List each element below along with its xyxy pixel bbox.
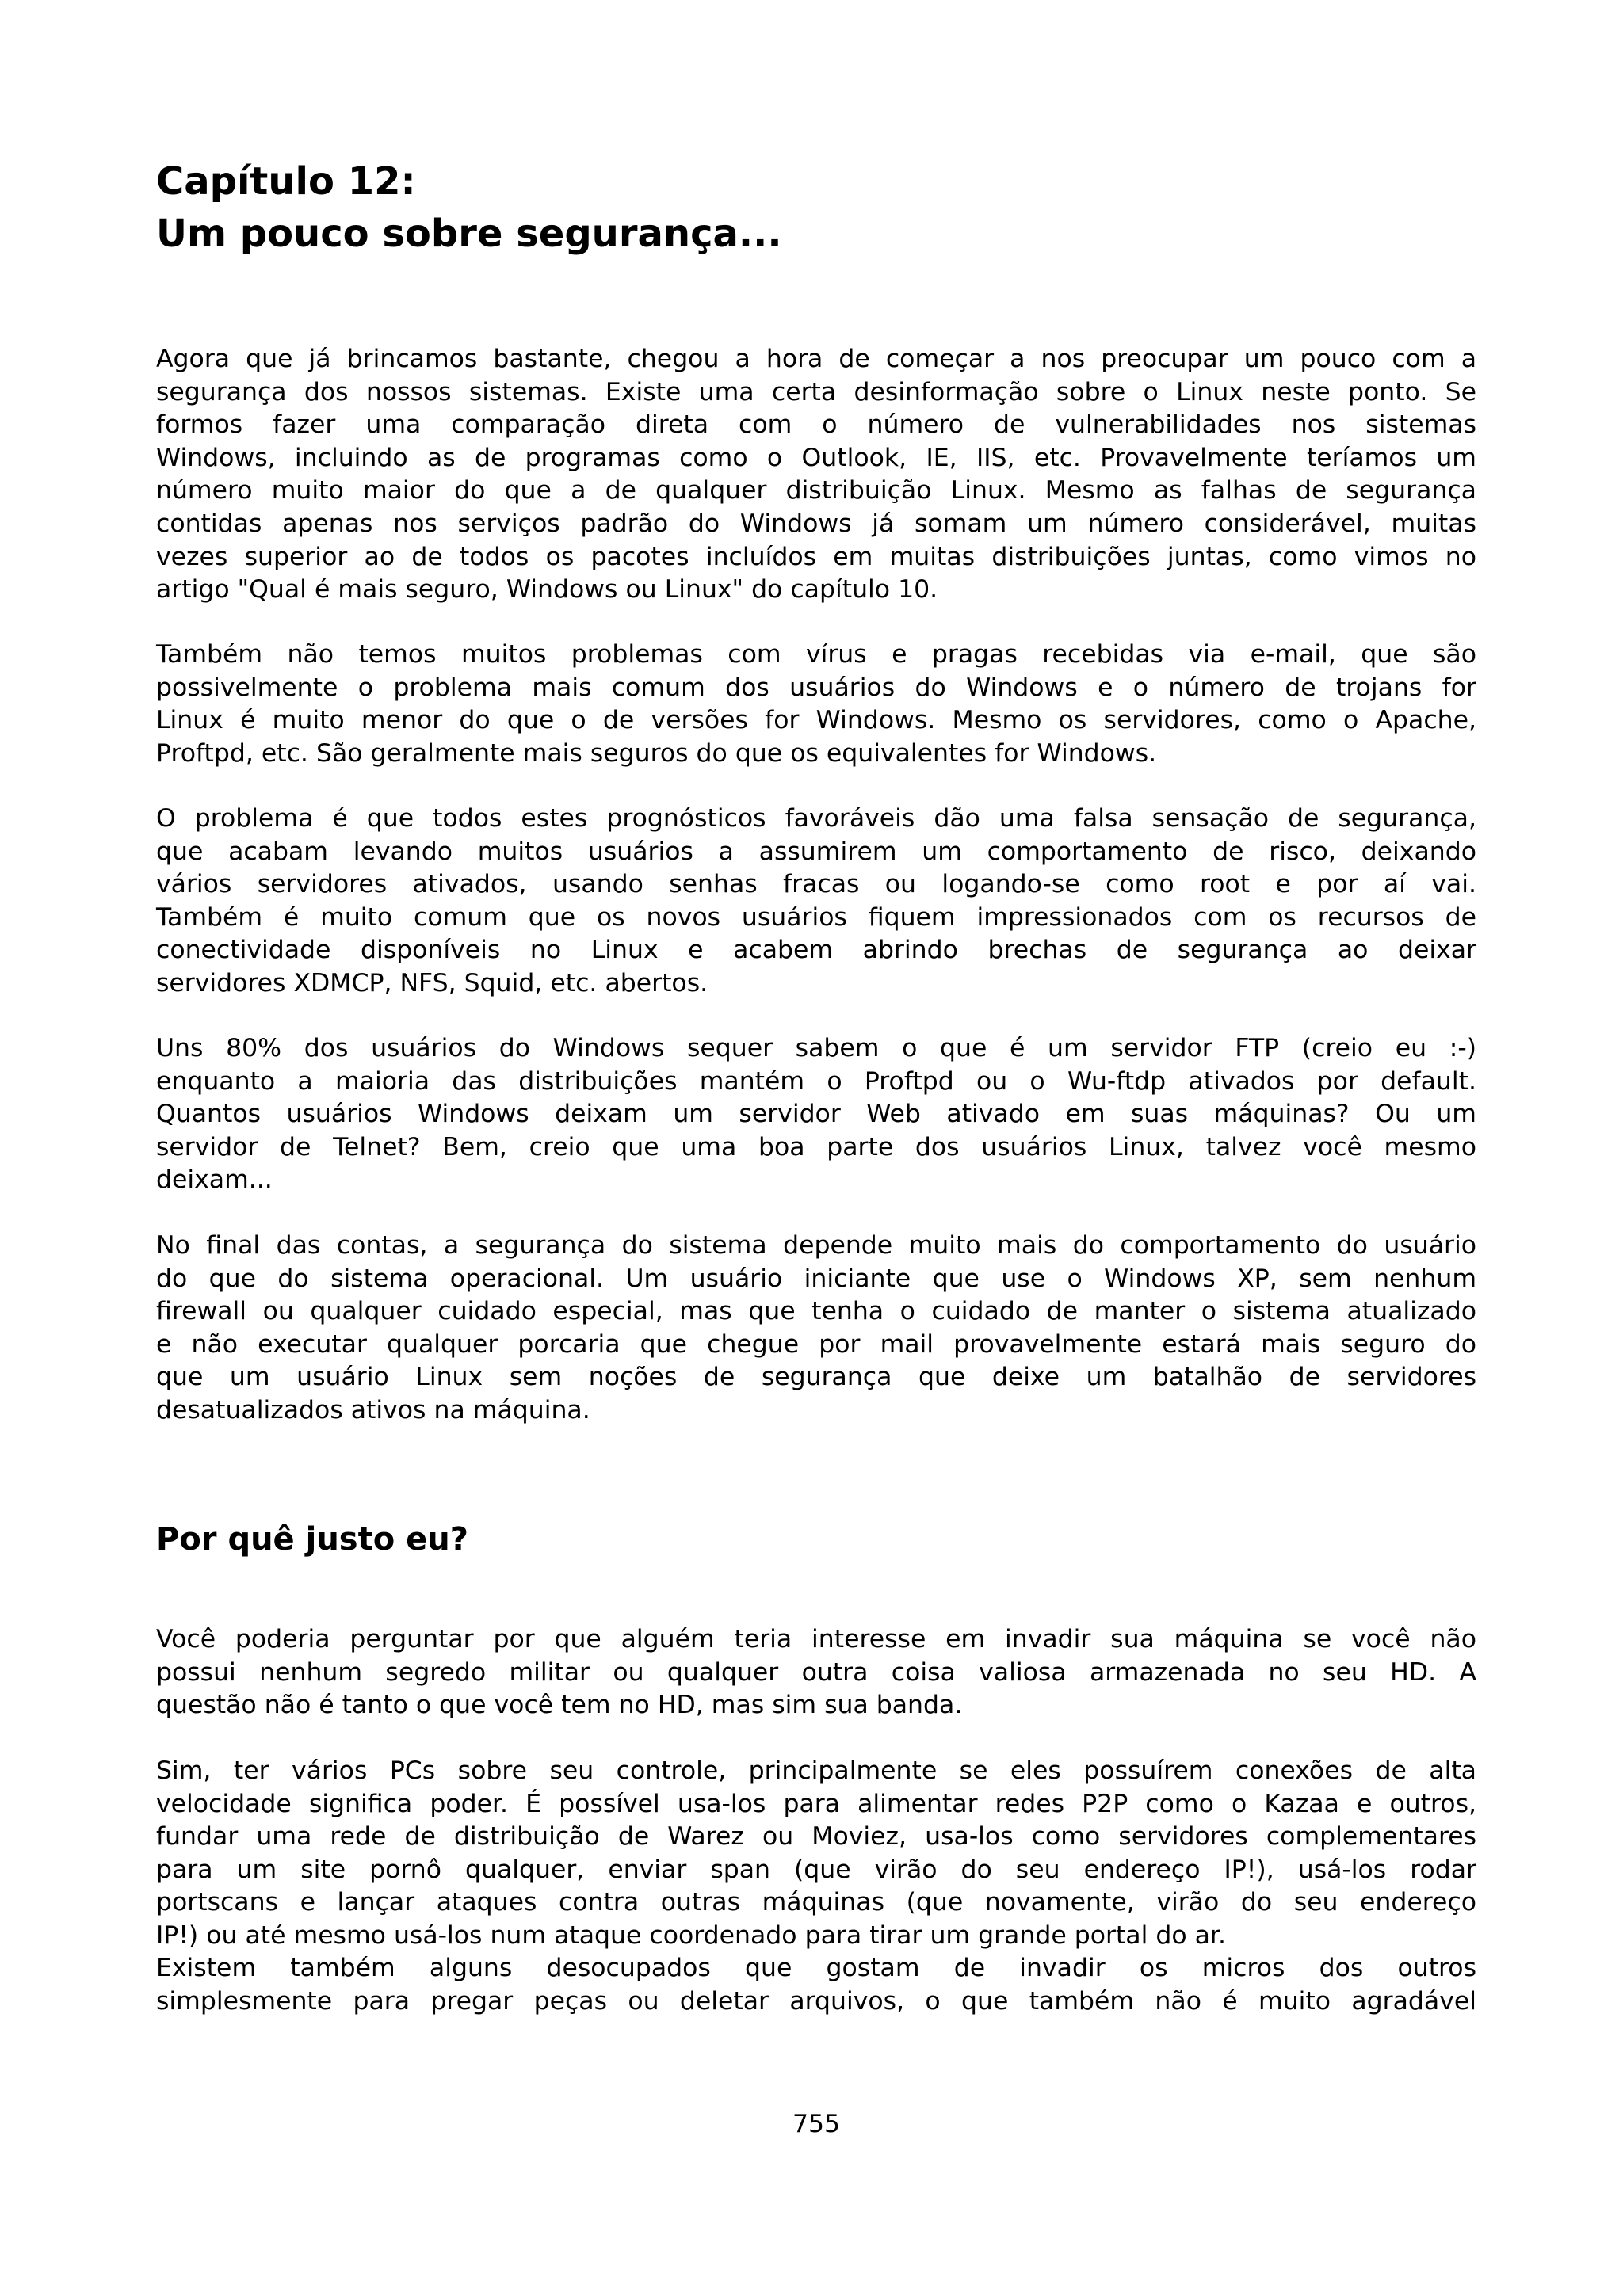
text-line: vezes superior ao de todos os pacotes incluídos em muitas distribuições juntas, como vimos no — [156, 542, 1476, 571]
text-line: contidas apenas nos serviços padrão do Windows já somam um número considerável, muitas — [156, 509, 1476, 538]
text-line: número muito maior do que a de qualquer distribuição Linux. Mesmo as falhas de segurança — [156, 476, 1476, 505]
text-line: Também é muito comum que os novos usuários fiquem impressionados com os recursos de — [156, 902, 1476, 932]
text-line: Sim, ter vários PCs sobre seu controle, principalmente se eles possuírem conexões de alta — [156, 1756, 1476, 1785]
text-line: possivelmente o problema mais comum dos usuários do Windows e o número de trojans for — [156, 673, 1476, 702]
text-line: servidores XDMCP, NFS, Squid, etc. abertos. — [156, 968, 708, 997]
text-line: questão não é tanto o que você tem no HD, mas sim sua banda. — [156, 1691, 963, 1720]
text-line: Você poderia perguntar por que alguém teria interesse em invadir sua máquina se você não — [156, 1625, 1476, 1653]
paragraph-power — [156, 1755, 1476, 1953]
text-line: que acabam levando muitos usuários a assumirem um comportamento de risco, deixando — [156, 837, 1476, 866]
text-line: para um site pornô qualquer, enviar span (que virão do seu endereço IP!), usá-los rodar — [156, 1855, 1476, 1884]
text-line: portscans e lançar ataques contra outras máquinas (que novamente, virão do seu endereço — [156, 1888, 1476, 1917]
paragraph-why — [156, 1623, 1476, 1722]
text-line: enquanto a maioria das distribuições mantém o Proftpd ou o Wu-ftdp ativados por default. — [156, 1066, 1476, 1096]
paragraph-ftp — [156, 1032, 1476, 1197]
text-line: Existem também alguns desocupados que gostam de invadir os micros dos outros — [156, 1954, 1476, 1982]
text-line: velocidade significa poder. É possível usa-los para alimentar redes P2P como o Kazaa e outros, — [156, 1789, 1476, 1818]
text-line: firewall ou qualquer cuidado especial, mas que tenha o cuidado de manter o sistema atualizado — [156, 1297, 1476, 1326]
text-line: do que do sistema operacional. Um usuário iniciante que use o Windows XP, sem nenhum — [156, 1264, 1476, 1293]
text-line: segurança dos nossos sistemas. Existe uma certa desinformação sobre o Linux neste ponto. Se — [156, 377, 1476, 406]
text-line: Windows, incluindo as de programas como o Outlook, IE, IIS, etc. Provavelmente teríamos um — [156, 443, 1476, 472]
text-line: vários servidores ativados, usando senhas fracas ou logando-se como root e por aí vai. — [156, 870, 1476, 899]
section-title: Por quê justo eu? — [156, 1521, 468, 1558]
text-line: possui nenhum segredo militar ou qualquer outra coisa valiosa armazenada no seu HD. A — [156, 1657, 1476, 1687]
text-line: Também não temos muitos problemas com vírus e pragas recebidas via e-mail, que são — [156, 640, 1476, 669]
text-line: e não executar qualquer porcaria que chegue por mail provavelmente estará mais seguro do — [156, 1329, 1476, 1359]
paragraph-virus — [156, 639, 1476, 770]
text-line: fundar uma rede de distribuição de Warez ou Moviez, usa-los como servidores complementares — [156, 1822, 1476, 1852]
text-line: simplesmente para pregar peças ou deletar arquivos, o que também não é muito agradável — [156, 1986, 1476, 2016]
text-line: servidor de Telnet? Bem, creio que uma boa parte dos usuários Linux, talvez você mesmo — [156, 1132, 1476, 1161]
paragraph-problem — [156, 803, 1476, 1001]
text-line: deixam... — [156, 1165, 273, 1195]
text-line: Agora que já brincamos bastante, chegou a hora de começar a nos preocupar um pouco com a — [156, 345, 1476, 373]
text-line: desatualizados ativos na máquina. — [156, 1395, 590, 1425]
text-line: Quantos usuários Windows deixam um servidor Web ativado em suas máquinas? Ou um — [156, 1100, 1476, 1129]
text-line: artigo "Qual é mais seguro, Windows ou Linux" do capítulo 10. — [156, 575, 938, 605]
text-line: Uns 80% dos usuários do Windows sequer sabem o que é um servidor FTP (creio eu :-) — [156, 1034, 1476, 1062]
page-number: 755 — [792, 2110, 841, 2138]
chapter-number: Capítulo 12: — [156, 159, 416, 204]
text-line: IP!) ou até mesmo usá-los num ataque coordenado para tirar um grande portal do ar. — [156, 1920, 1227, 1950]
paragraph-intro — [156, 343, 1476, 607]
text-line: formos fazer uma comparação direta com o número de vulnerabilidades nos sistemas — [156, 410, 1476, 440]
paragraph-conclusion — [156, 1230, 1476, 1428]
chapter-subtitle: Um pouco sobre segurança... — [156, 212, 782, 256]
paragraph-pranksters — [156, 1952, 1476, 2018]
text-line: Proftpd, etc. São geralmente mais seguros do que os equivalentes for Windows. — [156, 738, 1157, 768]
text-line: No final das contas, a segurança do sistema depende muito mais do comportamento do usuário — [156, 1231, 1476, 1260]
text-line: que um usuário Linux sem noções de segurança que deixe um batalhão de servidores — [156, 1363, 1476, 1392]
chapter-title — [156, 155, 782, 260]
text-line: Linux é muito menor do que o de versões for Windows. Mesmo os servidores, como o Apache, — [156, 706, 1476, 735]
text-line: O problema é que todos estes prognósticos favoráveis dão uma falsa sensação de segurança, — [156, 804, 1476, 833]
text-line: conectividade disponíveis no Linux e acabem abrindo brechas de segurança ao deixar — [156, 936, 1476, 965]
